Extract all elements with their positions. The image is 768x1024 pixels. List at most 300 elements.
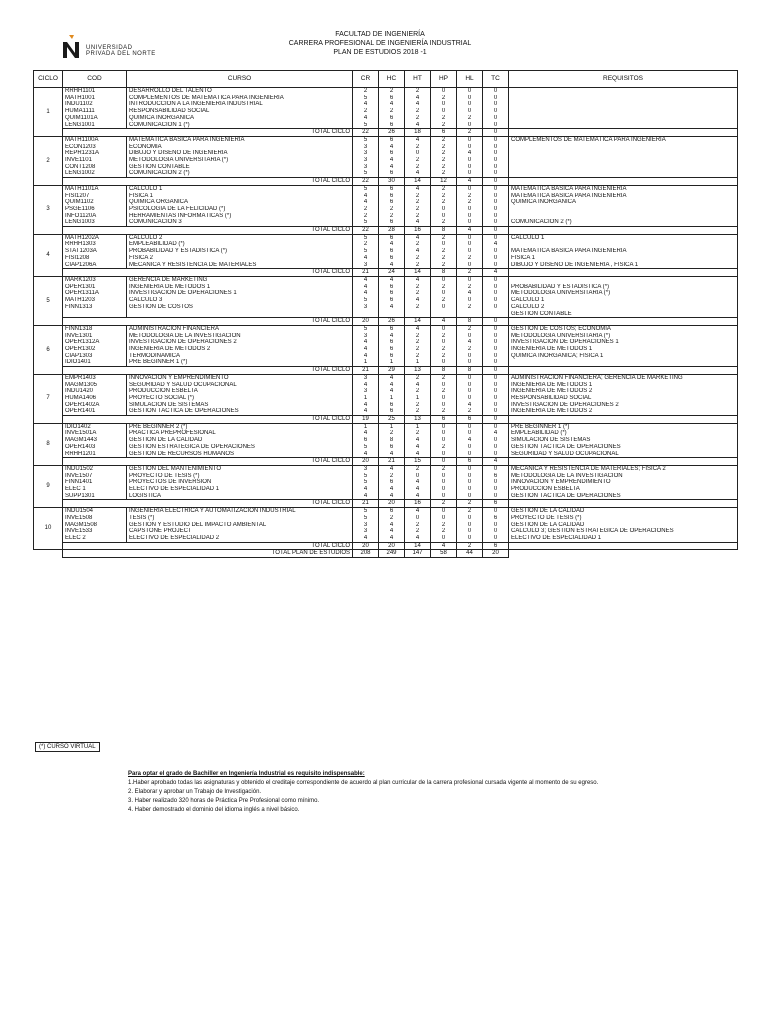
cycle-total-cr: 22 — [353, 129, 379, 137]
course-hl: 2 — [457, 255, 483, 262]
course-row — [34, 465, 738, 472]
course-curso: QUÍMICA INORGÁNICA — [127, 115, 353, 122]
course-ht: 4 — [405, 219, 431, 226]
cycle-total-hl: 8 — [457, 318, 483, 326]
course-hc: 6 — [379, 325, 405, 332]
cycle-total-tc: 6 — [483, 500, 509, 508]
course-requisitos: MATEMÁTICA BÁSICA PARA INGENIERÍA — [509, 185, 738, 192]
course-cod: INVE1501A — [63, 430, 127, 437]
course-requisitos — [509, 108, 738, 115]
course-tc: 0 — [483, 444, 509, 451]
course-ht: 2 — [405, 430, 431, 437]
cycle-total-label: TOTAL CICLO — [127, 500, 353, 508]
logo-line-2: PRIVADA DEL NORTE — [86, 51, 156, 57]
course-hp: 2 — [431, 444, 457, 451]
cycle-total-hc: 20 — [379, 500, 405, 508]
course-hc: 2 — [379, 206, 405, 213]
course-ht: 2 — [405, 193, 431, 200]
course-ht: 4 — [405, 479, 431, 486]
course-ht: 0 — [405, 150, 431, 157]
course-cod: RRHH1201 — [63, 451, 127, 458]
course-row — [34, 535, 738, 542]
course-tc: 0 — [483, 493, 509, 500]
cycle-total-hc: 29 — [379, 367, 405, 375]
course-curso: INTRODUCCIÓN A LA INGENIERÍA INDUSTRIAL — [127, 101, 353, 108]
cycle-total-row — [34, 500, 738, 508]
course-cod: OPER1302 — [63, 346, 127, 353]
course-row — [34, 115, 738, 122]
course-cr: 3 — [353, 465, 379, 472]
course-hl: 4 — [457, 150, 483, 157]
course-requisitos — [509, 101, 738, 108]
course-curso: SEGURIDAD Y SALUD OCUPACIONAL — [127, 382, 353, 389]
course-tc: 0 — [483, 304, 509, 311]
course-hc: 4 — [379, 164, 405, 171]
course-ht: 2 — [405, 522, 431, 529]
course-cr: 4 — [353, 255, 379, 262]
course-cr: 5 — [353, 325, 379, 332]
course-hc: 4 — [379, 465, 405, 472]
course-cod: FISI1207 — [63, 193, 127, 200]
course-row — [34, 325, 738, 332]
course-hp: 2 — [431, 262, 457, 269]
cycle-total-hc: 26 — [379, 318, 405, 326]
course-requisitos: INVESTIGACIÓN DE OPERACIONES 1 — [509, 339, 738, 346]
course-hl: 0 — [457, 479, 483, 486]
course-ht: 2 — [405, 108, 431, 115]
course-cr: 4 — [353, 115, 379, 122]
cycle-total-tc: 4 — [483, 269, 509, 277]
course-ht: 2 — [405, 304, 431, 311]
course-cod — [63, 311, 127, 318]
course-tc: 0 — [483, 199, 509, 206]
course-hp: 2 — [431, 170, 457, 177]
course-requisitos: GESTIÓN CONTABLE — [509, 311, 738, 318]
course-requisitos: ADMINISTRACIÓN FINANCIERA; GERENCIA DE MARKETING — [509, 374, 738, 381]
total-blank — [63, 367, 127, 375]
course-curso: RESPONSABILIDAD SOCIAL — [127, 108, 353, 115]
course-hc: 6 — [379, 199, 405, 206]
course-hl: 0 — [457, 95, 483, 102]
course-hp: 2 — [431, 150, 457, 157]
course-cod: ELEC 2 — [63, 535, 127, 542]
course-row — [34, 170, 738, 177]
course-requisitos: CÁLCULO 3; GESTIÓN ESTRATÉGICA DE OPERACIONES — [509, 528, 738, 535]
cycle-total-hc: 25 — [379, 416, 405, 424]
course-curso: INNOVACIÓN Y EMPRENDIMIENTO — [127, 374, 353, 381]
course-tc: 0 — [483, 122, 509, 129]
total-requisitos-blank — [509, 227, 738, 235]
course-hc: 6 — [379, 408, 405, 415]
course-row — [34, 185, 738, 192]
course-row — [34, 157, 738, 164]
course-cod: INVE1508 — [63, 515, 127, 522]
cycle-total-hc: 24 — [379, 269, 405, 277]
cycle-total-tc: 0 — [483, 318, 509, 326]
course-cod: INVE1101 — [63, 157, 127, 164]
course-cr: 5 — [353, 170, 379, 177]
course-tc: 0 — [483, 185, 509, 192]
course-hp: 2 — [431, 115, 457, 122]
course-hl: 2 — [457, 304, 483, 311]
course-hp: 2 — [431, 408, 457, 415]
course-curso: LOGÍSTICA — [127, 493, 353, 500]
cycle-total-hl: 6 — [457, 458, 483, 466]
course-cr: 3 — [353, 144, 379, 151]
course-curso: MECÁNICA Y RESISTENCIA DE MATERIALES — [127, 262, 353, 269]
course-hl: 2 — [457, 508, 483, 515]
course-row — [34, 248, 738, 255]
course-cr: 3 — [353, 262, 379, 269]
course-hp: 2 — [431, 297, 457, 304]
course-curso: FÍSICA 2 — [127, 255, 353, 262]
course-ht: 4 — [405, 170, 431, 177]
cycle-total-label: TOTAL CICLO — [127, 542, 353, 550]
course-cod: IDIO1402 — [63, 423, 127, 430]
course-hl: 4 — [457, 290, 483, 297]
course-curso: INGENIERÍA DE MÉTODOS 1 — [127, 284, 353, 291]
course-curso: SIMULACIÓN DE SISTEMAS — [127, 402, 353, 409]
course-cr: 3 — [353, 164, 379, 171]
column-header-curso: CURSO — [127, 71, 353, 88]
course-curso: INGENIERÍA DE MÉTODOS 2 — [127, 346, 353, 353]
table-header — [34, 71, 738, 88]
course-cod: EMPR1403 — [63, 374, 127, 381]
course-cr: 3 — [353, 522, 379, 529]
course-row — [34, 144, 738, 151]
course-hp: 2 — [431, 199, 457, 206]
course-hp: 0 — [431, 359, 457, 366]
course-tc: 0 — [483, 144, 509, 151]
cycle-number: 8 — [34, 423, 63, 465]
course-cr: 2 — [353, 213, 379, 220]
cycle-total-hp: 0 — [431, 458, 457, 466]
course-hl: 0 — [457, 486, 483, 493]
cycle-total-row — [34, 178, 738, 186]
total-requisitos-blank — [509, 318, 738, 326]
course-cod: REPR1231A — [63, 150, 127, 157]
course-hl: 0 — [457, 359, 483, 366]
course-cod: OPER1403 — [63, 444, 127, 451]
total-blank — [63, 458, 127, 466]
course-tc: 0 — [483, 479, 509, 486]
course-hp: 0 — [431, 213, 457, 220]
course-tc: 0 — [483, 451, 509, 458]
course-row — [34, 297, 738, 304]
course-ht: 2 — [405, 157, 431, 164]
course-requisitos: INGENIERÍA DE MÉTODOS 1 — [509, 346, 738, 353]
course-hl: 0 — [457, 241, 483, 248]
column-header-hc: HC — [379, 71, 405, 88]
course-curso: GERENCIA DE MARKETING — [127, 276, 353, 283]
total-blank — [63, 542, 127, 550]
course-hc: 6 — [379, 297, 405, 304]
cycle-total-row — [34, 458, 738, 466]
course-hc: 6 — [379, 284, 405, 291]
course-ht: 4 — [405, 248, 431, 255]
course-hc: 4 — [379, 388, 405, 395]
course-cr: 4 — [353, 535, 379, 542]
cycle-total-ht: 14 — [405, 178, 431, 186]
course-ht: 4 — [405, 325, 431, 332]
course-hc: 2 — [379, 473, 405, 480]
course-curso: FÍSICA 1 — [127, 193, 353, 200]
course-hl: 0 — [457, 219, 483, 226]
course-hp: 2 — [431, 388, 457, 395]
course-cr: 5 — [353, 444, 379, 451]
table-body — [34, 88, 738, 558]
career-title: CARRERA PROFESIONAL DE INGENIERÍA INDUSTRIAL — [288, 40, 472, 47]
cycle-total-tc: 0 — [483, 367, 509, 375]
course-hl: 4 — [457, 437, 483, 444]
plan-total-hc: 249 — [379, 550, 405, 558]
requirements-title: Para optar el grado de Bachiller en Ingeniería Industrial es requisito indispensable: — [128, 771, 365, 777]
total-requisitos-blank — [509, 178, 738, 186]
total-blank — [63, 416, 127, 424]
course-hp: 0 — [431, 515, 457, 522]
course-cr: 4 — [353, 408, 379, 415]
course-curso: CÁLCULO 1 — [127, 185, 353, 192]
course-requisitos: GESTIÓN DE LA CALIDAD — [509, 522, 738, 529]
course-row — [34, 213, 738, 220]
cycle-total-ht: 18 — [405, 129, 431, 137]
course-hl: 0 — [457, 535, 483, 542]
course-cod: FINN1401 — [63, 479, 127, 486]
course-requisitos: INGENIERÍA DE MÉTODOS 2 — [509, 388, 738, 395]
requirement-item: 4. Haber demostrado el dominio del idioma inglés a nivel básico. — [128, 807, 300, 813]
cycle-total-tc: 0 — [483, 178, 509, 186]
course-tc: 0 — [483, 262, 509, 269]
cycle-total-hp: 2 — [431, 500, 457, 508]
course-cr: 2 — [353, 108, 379, 115]
cycle-total-label: TOTAL CICLO — [127, 178, 353, 186]
course-row — [34, 241, 738, 248]
cycle-total-hc: 28 — [379, 227, 405, 235]
course-requisitos: COMUNICACIÓN 2 (*) — [509, 219, 738, 226]
course-hp: 0 — [431, 479, 457, 486]
upn-logo-icon — [60, 34, 82, 60]
course-tc: 0 — [483, 234, 509, 241]
course-tc: 0 — [483, 206, 509, 213]
course-tc: 0 — [483, 170, 509, 177]
course-row — [34, 408, 738, 415]
course-cod: INDU1502 — [63, 465, 127, 472]
course-ht: 4 — [405, 136, 431, 143]
course-hp: 0 — [431, 241, 457, 248]
course-cr: 5 — [353, 122, 379, 129]
course-cod: MAGM1508 — [63, 522, 127, 529]
course-row — [34, 437, 738, 444]
course-cod: FINN1313 — [63, 304, 127, 311]
grand-blank — [34, 550, 63, 558]
course-hp — [431, 311, 457, 318]
cycle-number: 9 — [34, 465, 63, 507]
course-cr: 4 — [353, 101, 379, 108]
course-hl: 0 — [457, 101, 483, 108]
course-hp: 0 — [431, 276, 457, 283]
cycle-total-hp: 6 — [431, 416, 457, 424]
course-hp: 2 — [431, 353, 457, 360]
course-hl: 0 — [457, 473, 483, 480]
plan-total-row — [34, 550, 738, 558]
course-cod: MAGM1305 — [63, 382, 127, 389]
total-blank — [63, 227, 127, 235]
course-requisitos — [509, 150, 738, 157]
course-tc: 0 — [483, 325, 509, 332]
course-tc: 0 — [483, 465, 509, 472]
course-cod: SUPP1301 — [63, 493, 127, 500]
total-requisitos-blank — [509, 129, 738, 137]
course-hl: 0 — [457, 423, 483, 430]
cycle-total-cr: 20 — [353, 318, 379, 326]
course-hc: 6 — [379, 170, 405, 177]
course-hp: 2 — [431, 185, 457, 192]
course-tc: 0 — [483, 346, 509, 353]
total-requisitos-blank — [509, 500, 738, 508]
course-hl: 0 — [457, 136, 483, 143]
course-hl: 2 — [457, 346, 483, 353]
requirement-item: 1.Haber aprobado todas las asignaturas y obtenido el creditaje correspondiente de acuerdo al plan curricular de la carrera profesional cursada vigente al momento de su egreso. — [128, 780, 599, 786]
course-hl: 2 — [457, 325, 483, 332]
course-hc: 4 — [379, 528, 405, 535]
course-requisitos: METODOLOGÍA DE LA INVESTIGACIÓN — [509, 473, 738, 480]
course-curso: GESTIÓN DE COSTOS — [127, 304, 353, 311]
course-cod: MARK1203 — [63, 276, 127, 283]
course-cod: PSGE1106 — [63, 206, 127, 213]
course-row — [34, 284, 738, 291]
course-hl: 0 — [457, 444, 483, 451]
cycle-total-ht: 14 — [405, 318, 431, 326]
course-curso: GESTIÓN ESTRATÉGICA DE OPERACIONES — [127, 444, 353, 451]
course-curso: PSICOLOGÍA DE LA FELICIDAD (*) — [127, 206, 353, 213]
course-tc: 0 — [483, 339, 509, 346]
course-requisitos: PROYECTO DE TESIS (*) — [509, 515, 738, 522]
cycle-total-row — [34, 318, 738, 326]
course-requisitos: CÁLCULO 1 — [509, 297, 738, 304]
course-requisitos — [509, 157, 738, 164]
course-cr: 4 — [353, 451, 379, 458]
course-hp: 2 — [431, 122, 457, 129]
course-row — [34, 423, 738, 430]
course-row — [34, 339, 738, 346]
course-curso: METODOLOGÍA UNIVERSITARIA (*) — [127, 157, 353, 164]
course-requisitos: QUÍMICA INORGÁNICA; FÍSICA 1 — [509, 353, 738, 360]
cycle-total-label: TOTAL CICLO — [127, 458, 353, 466]
requirement-item: 2. Elaborar y aprobar un Trabajo de Investigación. — [128, 789, 262, 795]
course-cod: ELEC 1 — [63, 486, 127, 493]
course-requisitos: INGENIERÍA DE MÉTODOS 2 — [509, 408, 738, 415]
cycle-total-label: TOTAL CICLO — [127, 269, 353, 277]
course-cr: 4 — [353, 486, 379, 493]
course-hp: 0 — [431, 473, 457, 480]
course-tc: 0 — [483, 101, 509, 108]
cycle-total-hc: 21 — [379, 458, 405, 466]
course-hc: 4 — [379, 333, 405, 340]
course-hl: 0 — [457, 297, 483, 304]
course-hc: 6 — [379, 219, 405, 226]
course-ht: 4 — [405, 234, 431, 241]
course-hc: 6 — [379, 185, 405, 192]
course-ht: 4 — [405, 297, 431, 304]
course-row — [34, 473, 738, 480]
course-ht: 0 — [405, 515, 431, 522]
total-requisitos-blank — [509, 416, 738, 424]
course-hp: 0 — [431, 493, 457, 500]
course-cr: 4 — [353, 339, 379, 346]
cycle-number: 10 — [34, 508, 63, 550]
course-ht: 4 — [405, 95, 431, 102]
cycle-total-cr: 21 — [353, 269, 379, 277]
course-cr: 4 — [353, 493, 379, 500]
course-hl: 0 — [457, 395, 483, 402]
column-header-requisitos: REQUISITOS — [509, 71, 738, 88]
course-curso: PROYECTOS DE INVERSIÓN — [127, 479, 353, 486]
course-hp: 2 — [431, 374, 457, 381]
course-hl: 0 — [457, 374, 483, 381]
column-header-cod: COD — [63, 71, 127, 88]
course-requisitos — [509, 206, 738, 213]
course-hc: 2 — [379, 515, 405, 522]
cycle-total-cr: 21 — [353, 500, 379, 508]
course-requisitos: GESTIÓN DE COSTOS; ECONOMÍA — [509, 325, 738, 332]
course-tc: 6 — [483, 473, 509, 480]
course-hp: 0 — [431, 402, 457, 409]
course-hp: 2 — [431, 193, 457, 200]
course-row — [34, 193, 738, 200]
course-ht — [405, 311, 431, 318]
cycle-total-cr: 22 — [353, 178, 379, 186]
course-ht: 2 — [405, 262, 431, 269]
course-cr: 4 — [353, 199, 379, 206]
cycle-total-ht: 14 — [405, 269, 431, 277]
course-cod: CIAP1206A — [63, 262, 127, 269]
course-requisitos: RESPONSABILIDAD SOCIAL — [509, 395, 738, 402]
cycle-total-row — [34, 129, 738, 137]
course-cod: LENG1003 — [63, 219, 127, 226]
course-hc: 4 — [379, 522, 405, 529]
course-cr: 6 — [353, 437, 379, 444]
cycle-number: 6 — [34, 325, 63, 374]
course-hl: 4 — [457, 339, 483, 346]
course-hc: 4 — [379, 382, 405, 389]
course-hc: 6 — [379, 339, 405, 346]
cycle-total-ht: 16 — [405, 500, 431, 508]
total-blank — [63, 269, 127, 277]
course-row — [34, 88, 738, 95]
course-requisitos: SEGURIDAD Y SALUD OCUPACIONAL — [509, 451, 738, 458]
course-tc: 0 — [483, 157, 509, 164]
course-hl: 0 — [457, 430, 483, 437]
course-cod: MATH1203 — [63, 297, 127, 304]
course-hp: 2 — [431, 95, 457, 102]
course-cod: INVE1301 — [63, 333, 127, 340]
course-cr: 5 — [353, 473, 379, 480]
course-curso: GESTIÓN CONTABLE — [127, 164, 353, 171]
course-hl: 0 — [457, 164, 483, 171]
cycle-total-tc: 0 — [483, 416, 509, 424]
course-hc: 4 — [379, 451, 405, 458]
cycle-total-hl: 4 — [457, 178, 483, 186]
header-row — [34, 71, 738, 88]
course-tc: 0 — [483, 395, 509, 402]
total-blank — [63, 129, 127, 137]
cycle-total-hp: 8 — [431, 269, 457, 277]
course-requisitos: GESTIÓN DE LA CALIDAD — [509, 508, 738, 515]
course-hp: 2 — [431, 248, 457, 255]
course-tc: 0 — [483, 164, 509, 171]
course-cr — [353, 311, 379, 318]
virtual-course-legend: (*) CURSO VIRTUAL — [35, 742, 100, 752]
